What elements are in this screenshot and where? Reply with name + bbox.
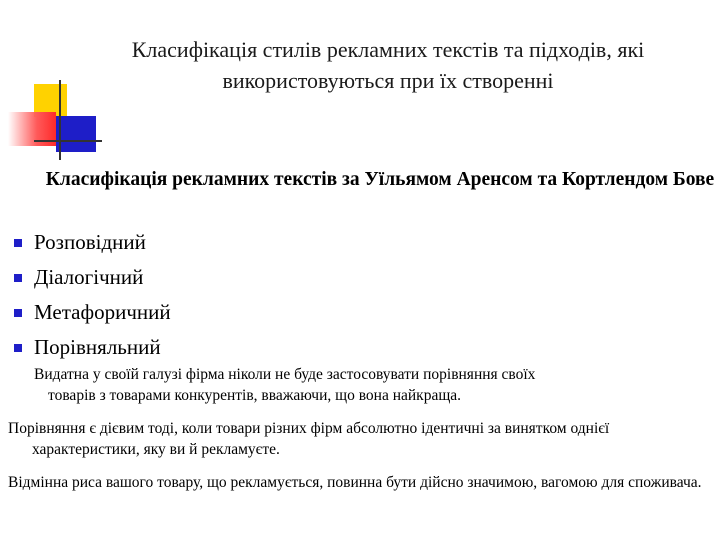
list-item-label: Розповідний bbox=[34, 230, 146, 254]
deco-horizontal-line bbox=[34, 140, 102, 142]
paragraph-comparison: Порівняння є дієвим тоді, коли товари різних фірм абсолютно ідентичні за винятком однієї характеристики, яку ви й рекламуєте. bbox=[8, 420, 610, 458]
square-bullet-icon bbox=[14, 274, 22, 282]
list-item bbox=[12, 330, 171, 365]
paragraph-line: товарів з товарами конкурентів, вважаючи, що вона найкраща. bbox=[48, 387, 462, 404]
decorative-squares bbox=[0, 0, 110, 170]
bullet-list bbox=[12, 225, 171, 365]
deco-vertical-line bbox=[59, 80, 61, 160]
list-item-label: Діалогічний bbox=[34, 265, 144, 289]
list-item bbox=[12, 225, 171, 260]
deco-blue-square bbox=[56, 116, 96, 152]
list-item-label: Метафоричний bbox=[34, 300, 171, 324]
list-item-label: Порівняльний bbox=[34, 335, 161, 359]
list-item bbox=[12, 295, 171, 330]
square-bullet-icon bbox=[14, 344, 22, 352]
paragraph-line: Видатна у своїй галузі фірма ніколи не буде застосовувати порівняння своїх bbox=[34, 366, 536, 383]
paragraph-leading-firm bbox=[12, 364, 712, 406]
slide-title: Класифікація стилів рекламних текстів та підходів, які використовуються при їх створенні bbox=[131, 37, 645, 93]
square-bullet-icon bbox=[14, 309, 22, 317]
slide-subtitle: Класифікація рекламних текстів за Уїльямом Аренсом та Кортлендом Бове bbox=[45, 169, 715, 190]
square-bullet-icon bbox=[14, 239, 22, 247]
list-item bbox=[12, 260, 171, 295]
paragraph-distinctive-feature: Відмінна риса вашого товару, що рекламується, повинна бути дійсно значимою, вагомою для споживача. bbox=[8, 474, 702, 491]
